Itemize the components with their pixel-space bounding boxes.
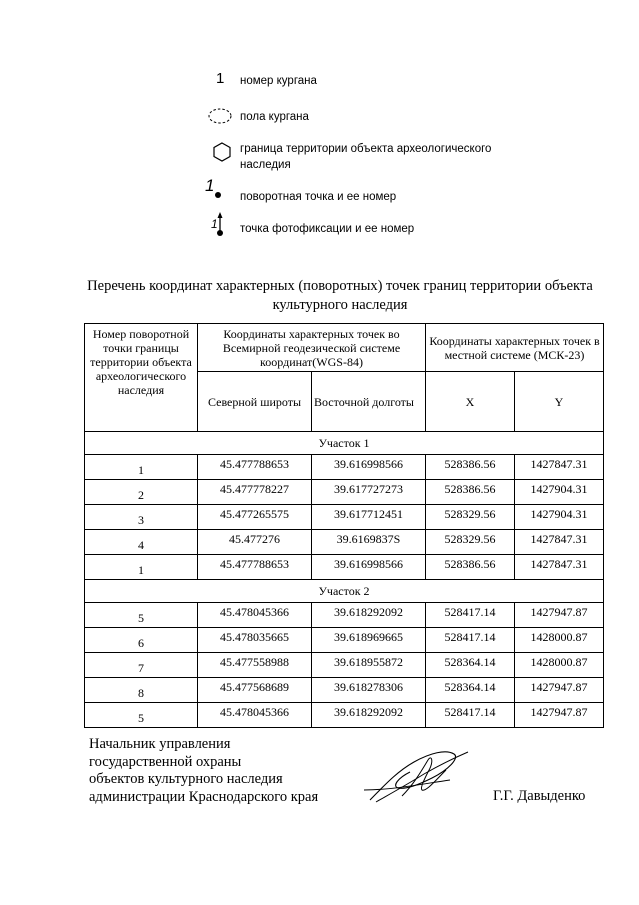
point-number: 2 xyxy=(85,480,198,505)
table-row xyxy=(85,628,604,653)
hexagon-icon xyxy=(212,142,232,162)
longitude: 39.618969665 xyxy=(312,628,426,653)
point-number: 1 xyxy=(85,555,198,580)
legend-text: пола кургана xyxy=(240,111,309,123)
turning-point-number: 1 xyxy=(205,176,215,195)
photo-point-icon xyxy=(212,212,226,238)
point-number: 5 xyxy=(85,603,198,628)
point-number: 8 xyxy=(85,678,198,703)
longitude: 39.618955872 xyxy=(312,653,426,678)
header-y: Y xyxy=(515,372,604,432)
latitude: 45.477788653 xyxy=(198,555,312,580)
legend-text: точка фотофиксации и ее номер xyxy=(240,223,415,235)
x-coord: 528364.14 xyxy=(426,678,515,703)
y-coord: 1427904.31 xyxy=(515,505,604,530)
x-coord: 528386.56 xyxy=(426,480,515,505)
latitude: 45.477788653 xyxy=(198,455,312,480)
table-caption: Перечень координат характерных (поворотных) точек границ территории объекта культурного наследия xyxy=(87,278,593,313)
y-coord: 1427904.31 xyxy=(515,480,604,505)
footer-line: объектов культурного наследия xyxy=(89,771,283,787)
photo-point-number: 1 xyxy=(211,217,218,231)
coordinates-table xyxy=(84,323,604,728)
latitude: 45.478045366 xyxy=(198,603,312,628)
x-coord: 528329.56 xyxy=(426,505,515,530)
point-number: 6 xyxy=(85,628,198,653)
latitude: 45.477778227 xyxy=(198,480,312,505)
point-number: 4 xyxy=(85,530,198,555)
table-row xyxy=(85,678,604,703)
x-coord: 528329.56 xyxy=(426,530,515,555)
turning-point-icon xyxy=(213,190,223,200)
latitude: 45.477265575 xyxy=(198,505,312,530)
header-latitude: Северной широты xyxy=(198,372,312,432)
y-coord: 1427847.31 xyxy=(515,555,604,580)
longitude: 39.618292092 xyxy=(312,703,426,728)
table-row xyxy=(85,480,604,505)
table-row xyxy=(85,703,604,728)
legend-text: номер кургана xyxy=(240,75,317,87)
header-wgs84: Координаты характерных точек во Всемирной геодезической системе координат(WGS-84) xyxy=(198,324,426,372)
table-row xyxy=(85,530,604,555)
x-coord: 528417.14 xyxy=(426,603,515,628)
longitude: 39.616998566 xyxy=(312,455,426,480)
y-coord: 1428000.87 xyxy=(515,653,604,678)
longitude: 39.6169837S xyxy=(312,530,426,555)
longitude: 39.616998566 xyxy=(312,555,426,580)
y-coord: 1427947.87 xyxy=(515,678,604,703)
x-coord: 528364.14 xyxy=(426,653,515,678)
kurgan-number-icon: 1 xyxy=(216,70,225,87)
x-coord: 528417.14 xyxy=(426,703,515,728)
y-coord: 1427847.31 xyxy=(515,455,604,480)
legend-text: граница территории объекта археологического наследия xyxy=(240,143,492,171)
signer-name: Г.Г. Давыденко xyxy=(493,788,586,804)
longitude: 39.617727273 xyxy=(312,480,426,505)
footer-line: администрации Краснодарского края xyxy=(89,788,319,805)
header-point-number: Номер поворотной точки границы территории объекта археологического наследия xyxy=(85,324,198,432)
section-title: Участок 2 xyxy=(85,580,604,603)
table-row xyxy=(85,603,604,628)
x-coord: 528386.56 xyxy=(426,455,515,480)
table-row xyxy=(85,653,604,678)
latitude: 45.478035665 xyxy=(198,628,312,653)
table-row xyxy=(85,505,604,530)
latitude: 45.477568689 xyxy=(198,678,312,703)
legend-text: поворотная точка и ее номер xyxy=(240,191,397,203)
longitude: 39.617712451 xyxy=(312,505,426,530)
x-coord: 528386.56 xyxy=(426,555,515,580)
latitude: 45.477276 xyxy=(198,530,312,555)
x-coord: 528417.14 xyxy=(426,628,515,653)
longitude: 39.618278306 xyxy=(312,678,426,703)
point-number: 7 xyxy=(85,653,198,678)
header-msk23: Координаты характерных точек в местной системе (МСК-23) xyxy=(426,324,604,372)
y-coord: 1427847.31 xyxy=(515,530,604,555)
point-number: 1 xyxy=(85,455,198,480)
table-row xyxy=(85,555,604,580)
table-row xyxy=(85,455,604,480)
section-title: Участок 1 xyxy=(85,432,604,455)
dashed-ellipse-icon xyxy=(207,107,233,125)
latitude: 45.477558988 xyxy=(198,653,312,678)
signature xyxy=(362,744,472,806)
longitude: 39.618292092 xyxy=(312,603,426,628)
point-number: 5 xyxy=(85,703,198,728)
footer-line: государственной охраны xyxy=(89,753,242,770)
point-number: 3 xyxy=(85,505,198,530)
signatory-title xyxy=(89,736,318,806)
latitude: 45.478045366 xyxy=(198,703,312,728)
header-longitude: Восточной долготы xyxy=(312,372,426,432)
header-x: X xyxy=(426,372,515,432)
footer-line: Начальник управления xyxy=(89,736,231,752)
y-coord: 1427947.87 xyxy=(515,603,604,628)
y-coord: 1427947.87 xyxy=(515,703,604,728)
y-coord: 1428000.87 xyxy=(515,628,604,653)
